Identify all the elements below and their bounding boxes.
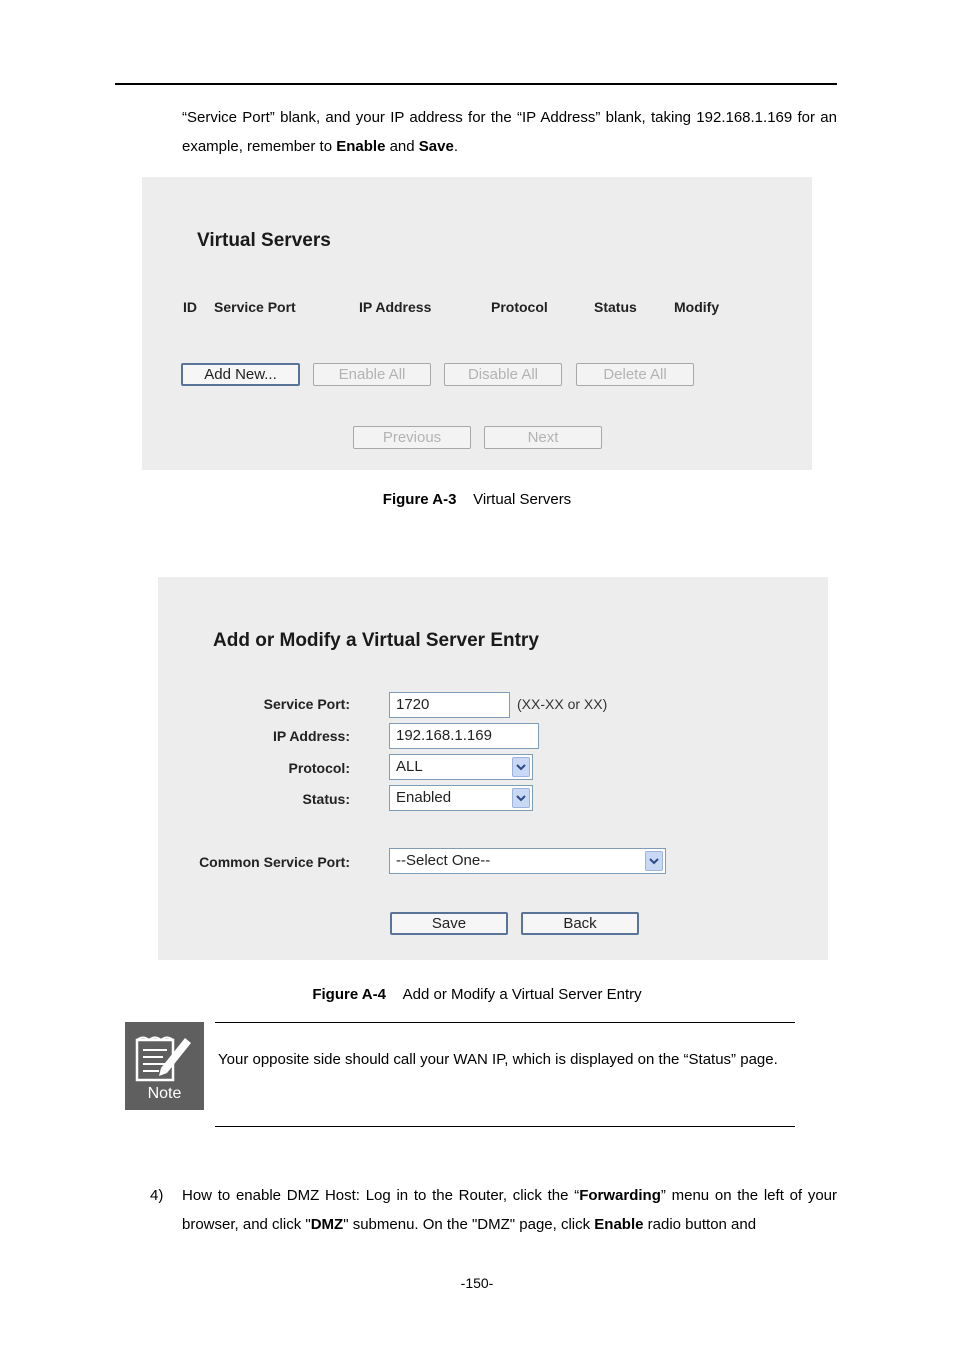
note-text: Your opposite side should call your WAN IP, which is displayed on the “Status” page. (218, 1051, 778, 1068)
common-service-port-value: --Select One-- (396, 852, 491, 869)
step4-text-1: How to enable DMZ Host: Log in to the Router, click the “ (182, 1187, 580, 1204)
chevron-down-icon[interactable] (512, 757, 530, 777)
step4-text-4: radio button and (643, 1216, 757, 1233)
intro-bold-enable: Enable (336, 138, 386, 155)
step4-text-3: " submenu. On the "DMZ" page, click (343, 1216, 595, 1233)
header-rule (115, 83, 837, 85)
protocol-label: Protocol: (288, 760, 350, 776)
notepad-pen-icon (133, 1032, 195, 1082)
add-modify-title: Add or Modify a Virtual Server Entry (213, 630, 539, 651)
column-header-protocol: Protocol (491, 299, 548, 315)
note-icon-label: Note (147, 1085, 182, 1102)
step4-bold-enable: Enable (594, 1216, 644, 1233)
figure-a4-text: Add or Modify a Virtual Server Entry (402, 986, 642, 1003)
previous-button[interactable]: Previous (353, 426, 471, 449)
chevron-down-icon[interactable] (512, 788, 530, 808)
ip-address-input[interactable]: 192.168.1.169 (389, 723, 539, 749)
figure-a3-label: Figure A-3 (382, 491, 457, 508)
enable-all-button[interactable]: Enable All (313, 363, 431, 386)
status-select[interactable] (389, 785, 533, 811)
note-icon (125, 1022, 204, 1110)
delete-all-button[interactable]: Delete All (576, 363, 694, 386)
service-port-format-hint: (XX-XX or XX) (517, 696, 608, 712)
common-service-port-select[interactable] (389, 848, 666, 874)
column-header-ip-address: IP Address (359, 299, 432, 315)
column-header-status: Status (594, 299, 637, 315)
column-header-id: ID (183, 299, 197, 315)
figure-a3-text: Virtual Servers (473, 491, 572, 508)
chevron-down-icon[interactable] (645, 851, 663, 871)
disable-all-button[interactable]: Disable All (444, 363, 562, 386)
next-button[interactable]: Next (484, 426, 602, 449)
figure-a3-caption (0, 491, 954, 508)
intro-bold-save: Save (418, 138, 454, 155)
step-number: 4) (150, 1187, 164, 1204)
protocol-select[interactable] (389, 754, 533, 780)
service-port-label: Service Port: (263, 696, 350, 712)
figure-a4-caption (0, 986, 954, 1003)
page-number: -150- (460, 1275, 494, 1291)
status-label: Status: (302, 791, 350, 807)
figure-a4-label: Figure A-4 (312, 986, 386, 1003)
virtual-servers-panel (142, 177, 812, 470)
step4-bold-forwarding: Forwarding (579, 1187, 661, 1204)
ip-address-label: IP Address: (272, 728, 350, 744)
step4-text-2: ” menu on the left of your browser, and click " (182, 1187, 837, 1233)
note-top-rule (215, 1022, 795, 1023)
column-header-service-port: Service Port (214, 299, 296, 315)
intro-text-3: . (453, 138, 459, 155)
intro-paragraph (182, 103, 837, 161)
add-modify-entry-panel (158, 577, 828, 960)
virtual-servers-title: Virtual Servers (197, 230, 331, 251)
common-service-port-label: Common Service Port: (199, 854, 350, 870)
save-button[interactable]: Save (390, 912, 508, 935)
intro-text-2: and (385, 138, 419, 155)
add-new-button[interactable]: Add New... (181, 363, 300, 386)
back-button[interactable]: Back (521, 912, 639, 935)
step4-bold-dmz: DMZ (310, 1216, 344, 1233)
column-header-modify: Modify (674, 299, 720, 315)
intro-text-1: “Service Port” blank, and your IP address for the “IP Address” blank, taking 192.168.1.169 for an example, remember to (182, 109, 837, 155)
step-4-paragraph (182, 1181, 837, 1239)
service-port-input[interactable]: 1720 (389, 692, 510, 718)
protocol-select-value: ALL (396, 758, 423, 775)
status-select-value: Enabled (396, 789, 452, 806)
note-bottom-rule (215, 1126, 795, 1127)
